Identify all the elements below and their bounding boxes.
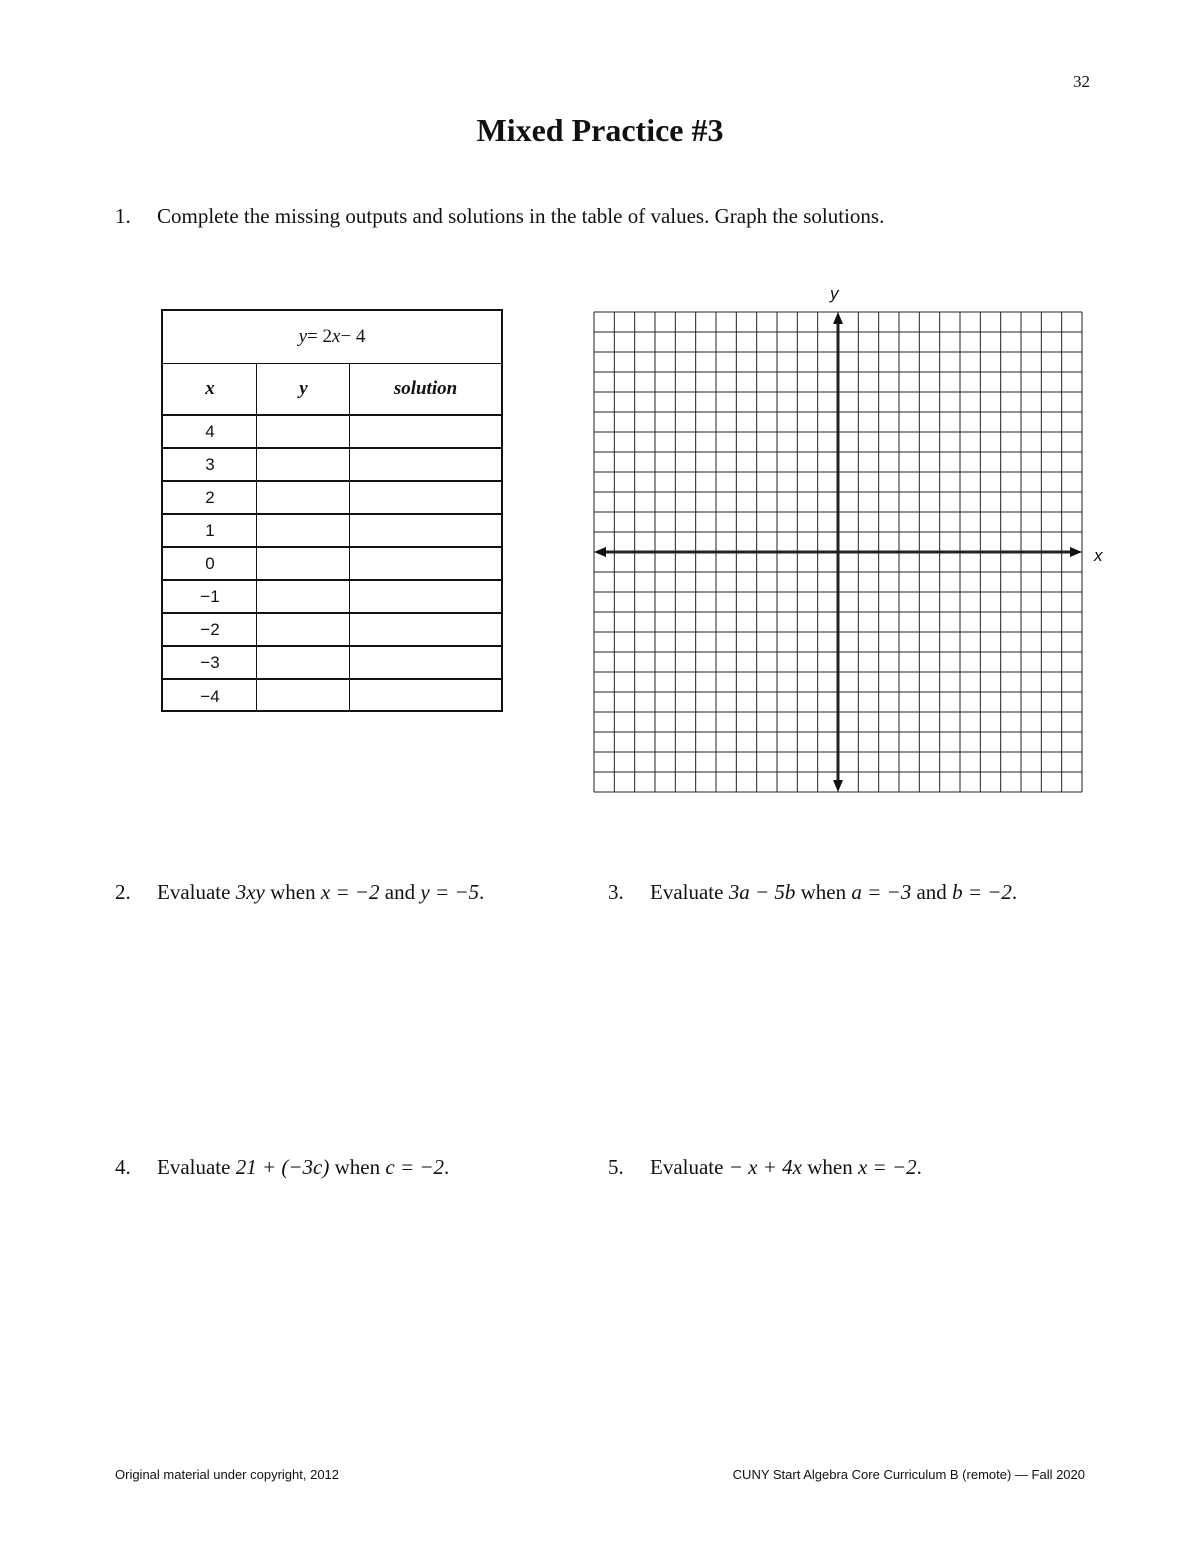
y-value-cell[interactable] (257, 416, 350, 449)
y-value-cell[interactable] (257, 515, 350, 548)
problem-5 (608, 1155, 922, 1180)
x-value-cell: 3 (163, 449, 257, 482)
period: . (1011, 880, 1018, 904)
x-value-cell: 0 (163, 548, 257, 581)
solution-cell[interactable] (350, 449, 501, 482)
header-y: y (257, 363, 350, 416)
y-axis-up-arrow-icon (833, 312, 843, 324)
problem-number: 4. (115, 1155, 131, 1179)
table-equation (163, 311, 501, 364)
problem-number: 5. (608, 1155, 624, 1179)
evaluate-word: Evaluate (650, 880, 724, 904)
problem-3 (608, 880, 1017, 905)
evaluate-word: Evaluate (650, 1155, 724, 1179)
y-value-cell[interactable] (257, 548, 350, 581)
solution-cell[interactable] (350, 614, 501, 647)
x-value-cell: −3 (163, 647, 257, 680)
x-value-cell: −2 (163, 614, 257, 647)
x-axis-left-arrow-icon (594, 547, 606, 557)
period: . (916, 1155, 922, 1179)
page-title: Mixed Practice #3 (476, 112, 724, 148)
equation-mid: = 2 (307, 326, 332, 347)
footer-copyright: Original material under copyright, 2012 (115, 1467, 340, 1482)
x-value-cell: 1 (163, 515, 257, 548)
equation-tail: − 4 (340, 326, 366, 347)
x-value-cell: −1 (163, 581, 257, 614)
y-value-cell[interactable] (257, 614, 350, 647)
and-word: and (384, 880, 416, 904)
condition-1: a = −3 (851, 880, 912, 904)
problem-number: 1. (115, 204, 131, 228)
header-x: x (163, 363, 257, 416)
problem-1 (115, 204, 884, 229)
expression: 3a − 5b (728, 880, 796, 904)
solution-cell[interactable] (350, 416, 501, 449)
solution-cell[interactable] (350, 680, 501, 713)
when-word: when (270, 880, 316, 904)
y-value-cell[interactable] (257, 581, 350, 614)
y-value-cell[interactable] (257, 449, 350, 482)
y-axis-down-arrow-icon (833, 780, 843, 792)
equation-y: y (298, 326, 308, 347)
and-word: and (916, 880, 947, 904)
x-value-cell: 4 (163, 416, 257, 449)
y-value-cell[interactable] (257, 680, 350, 713)
solution-cell[interactable] (350, 515, 501, 548)
footer-curriculum: CUNY Start Algebra Core Curriculum B (remote) — Fall 2020 (732, 1467, 1085, 1482)
problem-number: 3. (608, 880, 624, 904)
x-value-cell: 2 (163, 482, 257, 515)
x-axis-right-arrow-icon (1070, 547, 1082, 557)
when-word: when (334, 1155, 381, 1179)
condition-2: b = −2 (952, 880, 1012, 904)
header-solution: solution (350, 363, 501, 416)
period: . (479, 880, 485, 904)
table-of-values (161, 309, 503, 712)
problem-1-text: Complete the missing outputs and solutions in the table of values. Graph the solutions. (157, 204, 885, 228)
problem-number: 2. (115, 880, 131, 904)
solution-cell[interactable] (350, 548, 501, 581)
equation-x: x (332, 326, 341, 347)
condition-1: c = −2 (385, 1155, 445, 1179)
problem-2 (115, 880, 484, 905)
expression: 3xy (235, 880, 265, 904)
evaluate-word: Evaluate (157, 1155, 231, 1179)
solution-cell[interactable] (350, 647, 501, 680)
y-axis-label: y (830, 284, 839, 303)
condition-2: y = −5 (420, 880, 480, 904)
problem-4 (115, 1155, 449, 1180)
solution-cell[interactable] (350, 482, 501, 515)
y-value-cell[interactable] (257, 647, 350, 680)
expression: − x + 4x (728, 1155, 802, 1179)
solution-cell[interactable] (350, 581, 501, 614)
expression: 21 + (−3c) (235, 1155, 330, 1179)
x-axis-label: x (1094, 546, 1103, 565)
y-value-cell[interactable] (257, 482, 350, 515)
grid-svg (593, 311, 1083, 795)
when-word: when (807, 1155, 853, 1179)
coordinate-grid[interactable] (593, 311, 1083, 795)
x-value-cell: −4 (200, 686, 220, 706)
period: . (444, 1155, 450, 1179)
condition-1: x = −2 (857, 1155, 917, 1179)
page-number: 32 (1073, 72, 1090, 91)
condition-1: x = −2 (320, 880, 380, 904)
when-word: when (800, 880, 847, 904)
evaluate-word: Evaluate (157, 880, 231, 904)
